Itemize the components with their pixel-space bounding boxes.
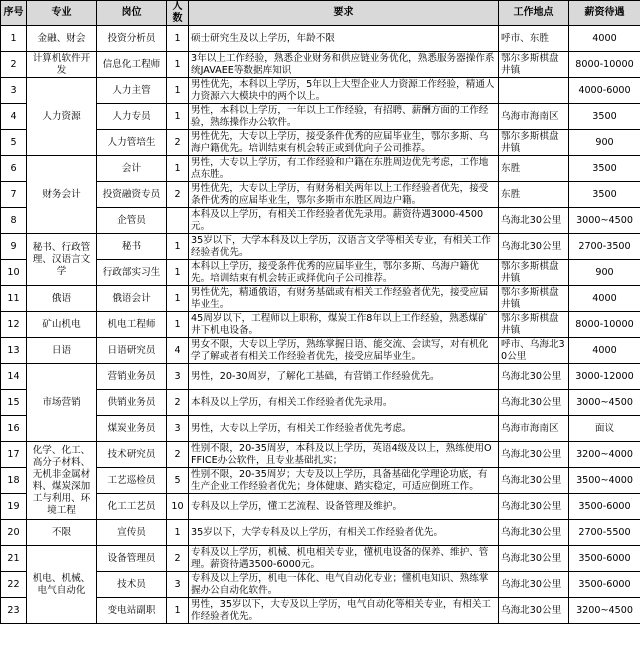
salary-cell: 3500-6000 xyxy=(569,546,640,572)
header-no: 序号 xyxy=(1,1,27,26)
major-cell: 财务会计 xyxy=(27,156,97,234)
count-cell: 1 xyxy=(167,78,189,104)
location-cell: 东胜 xyxy=(499,182,569,208)
row-number: 13 xyxy=(1,338,27,364)
count-cell xyxy=(167,208,189,234)
location-cell: 鄂尔多斯棋盘井镇 xyxy=(499,130,569,156)
post-cell: 人力专员 xyxy=(97,104,167,130)
header-requirements: 要求 xyxy=(189,1,499,26)
post-cell: 技术员 xyxy=(97,572,167,598)
salary-cell: 8000-10000 xyxy=(569,312,640,338)
post-cell: 设备管理员 xyxy=(97,546,167,572)
count-cell: 1 xyxy=(167,26,189,52)
count-cell: 1 xyxy=(167,312,189,338)
post-cell: 宣传员 xyxy=(97,520,167,546)
salary-cell: 3500-6000 xyxy=(569,494,640,520)
table-row xyxy=(1,130,640,156)
count-cell: 2 xyxy=(167,182,189,208)
requirements-cell: 35岁以下，大学本科及以上学历，汉语言文学等相关专业，有相关工作经验者优先。 xyxy=(189,234,499,260)
count-cell: 3 xyxy=(167,364,189,390)
header-post: 岗位 xyxy=(97,1,167,26)
count-cell: 2 xyxy=(167,546,189,572)
row-number: 22 xyxy=(1,572,27,598)
location-cell: 呼市、东胜 xyxy=(499,26,569,52)
requirements-cell: 性别不限，20-35周岁，本科及以上学历，英语4级及以上，熟练使用OFFICE办公软件，且专业基础扎实； xyxy=(189,442,499,468)
location-cell: 乌海北30公里 xyxy=(499,494,569,520)
location-cell: 乌海北30公里 xyxy=(499,390,569,416)
requirements-cell: 35岁以下，大学专科及以上学历，有相关工作经验者优先。 xyxy=(189,520,499,546)
table-row xyxy=(1,156,640,182)
requirements-cell: 3年以上工作经验，熟悉企业财务和供应链业务优化，熟悉服务器操作系统JAVAEE等数据库知识 xyxy=(189,52,499,78)
table-row xyxy=(1,52,640,78)
table-row xyxy=(1,208,640,234)
table-row xyxy=(1,468,640,494)
requirements-cell: 男性，大专以上学历，有工作经验和户籍在东胜周边优先考虑，工作地点东胜。 xyxy=(189,156,499,182)
table-row xyxy=(1,104,640,130)
requirements-cell: 男性优先，大专以上学历，接受条件优秀的应届毕业生，鄂尔多斯、乌海户籍优先。培训结束有机会转正或到优向子公司推荐。 xyxy=(189,130,499,156)
table-row xyxy=(1,520,640,546)
requirements-cell: 45周岁以下，工程师以上职称，煤炭工作8年以上工作经验，熟悉煤矿井下机电设备。 xyxy=(189,312,499,338)
major-cell: 日语 xyxy=(27,338,97,364)
row-number: 21 xyxy=(1,546,27,572)
count-cell: 2 xyxy=(167,130,189,156)
header-salary: 薪资待遇 xyxy=(569,1,640,26)
table-body xyxy=(1,26,640,624)
table-row xyxy=(1,364,640,390)
row-number: 20 xyxy=(1,520,27,546)
location-cell: 乌海市海南区 xyxy=(499,104,569,130)
post-cell: 人力管培生 xyxy=(97,130,167,156)
table-row xyxy=(1,26,640,52)
requirements-cell: 男性，20-30周岁，了解化工基础，有营销工作经验优先。 xyxy=(189,364,499,390)
salary-cell: 2700-5500 xyxy=(569,520,640,546)
count-cell: 1 xyxy=(167,260,189,286)
table-row xyxy=(1,442,640,468)
salary-cell: 3200~4000 xyxy=(569,442,640,468)
requirements-cell: 本科及以上学历，有相关工作经验者优先录用。 xyxy=(189,390,499,416)
requirements-cell: 专科及以上学历，懂工艺流程、设备管理及维护。 xyxy=(189,494,499,520)
post-cell: 化工工艺员 xyxy=(97,494,167,520)
row-number: 8 xyxy=(1,208,27,234)
major-cell: 计算机软件开发 xyxy=(27,52,97,78)
location-cell: 鄂尔多斯棋盘井镇 xyxy=(499,260,569,286)
salary-cell: 2700-3500 xyxy=(569,234,640,260)
row-number: 17 xyxy=(1,442,27,468)
row-number: 2 xyxy=(1,52,27,78)
major-cell: 市场营销 xyxy=(27,364,97,442)
requirements-cell: 专科及以上学历，机械、机电相关专业，懂机电设备的保养、维护、管理。薪资待遇3500-6000元。 xyxy=(189,546,499,572)
count-cell: 2 xyxy=(167,442,189,468)
location-cell: 乌海北30公里 xyxy=(499,468,569,494)
salary-cell: 3500 xyxy=(569,104,640,130)
row-number: 1 xyxy=(1,26,27,52)
count-cell: 1 xyxy=(167,286,189,312)
salary-cell: 4000 xyxy=(569,26,640,52)
location-cell: 鄂尔多斯棋盘井镇 xyxy=(499,52,569,78)
header-major: 专业 xyxy=(27,1,97,26)
post-cell: 供销业务员 xyxy=(97,390,167,416)
location-cell: 鄂尔多斯棋盘井镇 xyxy=(499,312,569,338)
post-cell: 行政部实习生 xyxy=(97,260,167,286)
major-cell: 俄语 xyxy=(27,286,97,312)
requirements-cell: 本科以上学历，接受条件优秀的应届毕业生，鄂尔多斯、乌海户籍优先。培训结束有机会转正或择优向子公司推荐。 xyxy=(189,260,499,286)
post-cell: 秘书 xyxy=(97,234,167,260)
count-cell: 5 xyxy=(167,468,189,494)
post-cell: 俄语会计 xyxy=(97,286,167,312)
salary-cell: 4000-6000 xyxy=(569,78,640,104)
table-row xyxy=(1,182,640,208)
post-cell: 机电工程师 xyxy=(97,312,167,338)
salary-cell: 面议 xyxy=(569,416,640,442)
requirements-cell: 男性优先，精通俄语，有财务基础或有相关工作经验者优先，接受应届毕业生。 xyxy=(189,286,499,312)
header-location: 工作地点 xyxy=(499,1,569,26)
row-number: 6 xyxy=(1,156,27,182)
location-cell: 东胜 xyxy=(499,156,569,182)
post-cell: 会计 xyxy=(97,156,167,182)
post-cell: 投资融资专员 xyxy=(97,182,167,208)
location-cell xyxy=(499,78,569,104)
salary-cell: 3000-12000 xyxy=(569,364,640,390)
location-cell: 乌海北30公里 xyxy=(499,546,569,572)
major-cell: 机电、机械、电气自动化 xyxy=(27,546,97,624)
major-cell: 金融、财会 xyxy=(27,26,97,52)
major-cell: 人力资源 xyxy=(27,78,97,156)
requirements-cell: 硕士研究生及以上学历，年龄不限 xyxy=(189,26,499,52)
table-row xyxy=(1,572,640,598)
count-cell: 1 xyxy=(167,156,189,182)
row-number: 9 xyxy=(1,234,27,260)
salary-cell: 3000~4500 xyxy=(569,208,640,234)
location-cell: 乌海北30公里 xyxy=(499,572,569,598)
count-cell: 1 xyxy=(167,598,189,624)
salary-cell: 3500 xyxy=(569,156,640,182)
table-row xyxy=(1,312,640,338)
row-number: 18 xyxy=(1,468,27,494)
row-number: 15 xyxy=(1,390,27,416)
count-cell: 1 xyxy=(167,104,189,130)
post-cell: 人力主管 xyxy=(97,78,167,104)
row-number: 4 xyxy=(1,104,27,130)
count-cell: 10 xyxy=(167,494,189,520)
location-cell: 乌海北30公里 xyxy=(499,520,569,546)
table-row xyxy=(1,494,640,520)
major-cell: 矿山机电 xyxy=(27,312,97,338)
location-cell: 呼市、乌海北30公里 xyxy=(499,338,569,364)
count-cell: 3 xyxy=(167,572,189,598)
row-number: 11 xyxy=(1,286,27,312)
post-cell: 企管员 xyxy=(97,208,167,234)
row-number: 7 xyxy=(1,182,27,208)
count-cell: 1 xyxy=(167,520,189,546)
salary-cell: 4000 xyxy=(569,338,640,364)
post-cell: 工艺巡检员 xyxy=(97,468,167,494)
salary-cell: 3200~4500 xyxy=(569,598,640,624)
row-number: 23 xyxy=(1,598,27,624)
count-cell: 4 xyxy=(167,338,189,364)
table-row xyxy=(1,286,640,312)
row-number: 3 xyxy=(1,78,27,104)
requirements-cell: 专科及以上学历，机电一体化、电气自动化专业；懂机电知识、熟练掌握办公自动化软件。 xyxy=(189,572,499,598)
post-cell: 信息化工程师 xyxy=(97,52,167,78)
header-row xyxy=(1,1,640,26)
row-number: 16 xyxy=(1,416,27,442)
count-cell: 1 xyxy=(167,234,189,260)
salary-cell: 900 xyxy=(569,130,640,156)
table-row xyxy=(1,416,640,442)
salary-cell: 8000-10000 xyxy=(569,52,640,78)
post-cell: 营销业务员 xyxy=(97,364,167,390)
count-cell: 1 xyxy=(167,52,189,78)
requirements-cell: 本科及以上学历，有相关工作经验者优先录用。薪资待遇3000-4500元。 xyxy=(189,208,499,234)
header-count: 人数 xyxy=(167,1,189,26)
table-row xyxy=(1,546,640,572)
major-cell: 化学、化工、高分子材料、无机非金属材料、煤炭深加工与利用、环境工程 xyxy=(27,442,97,520)
location-cell: 乌海北30公里 xyxy=(499,364,569,390)
post-cell: 日语研究员 xyxy=(97,338,167,364)
location-cell: 乌海北30公里 xyxy=(499,442,569,468)
location-cell: 乌海市海南区 xyxy=(499,416,569,442)
location-cell: 鄂尔多斯棋盘井镇 xyxy=(499,286,569,312)
table-row xyxy=(1,78,640,104)
row-number: 14 xyxy=(1,364,27,390)
count-cell: 2 xyxy=(167,390,189,416)
count-cell: 3 xyxy=(167,416,189,442)
post-cell: 煤炭业务员 xyxy=(97,416,167,442)
row-number: 12 xyxy=(1,312,27,338)
row-number: 5 xyxy=(1,130,27,156)
requirements-cell: 男性，35岁以下，大专及以上学历，电气自动化等相关专业，有相关工作经验者优先。 xyxy=(189,598,499,624)
requirements-cell: 男性优先，大专以上学历，有财务相关两年以上工作经验者优先，接受条件优秀的应届毕业生，鄂尔多斯市东胜区周边户籍。 xyxy=(189,182,499,208)
salary-cell: 3500 xyxy=(569,182,640,208)
table-row xyxy=(1,390,640,416)
requirements-cell: 男性，本科以上学历，一年以上工作经验，有招聘、薪酬方面的工作经验，熟练操作办公软件。 xyxy=(189,104,499,130)
major-cell: 不限 xyxy=(27,520,97,546)
table-row xyxy=(1,598,640,624)
requirements-cell: 男性，大专以上学历，有相关工作经验者优先考虑。 xyxy=(189,416,499,442)
salary-cell: 900 xyxy=(569,260,640,286)
row-number: 19 xyxy=(1,494,27,520)
post-cell: 投资分析员 xyxy=(97,26,167,52)
requirements-cell: 性别不限，20-35周岁；大专及以上学历，具备基础化学理论功底，有生产企业工作经验者优先；身体健康、踏实稳定，可适应倒班工作。 xyxy=(189,468,499,494)
table-row xyxy=(1,260,640,286)
table-row xyxy=(1,338,640,364)
location-cell: 乌海北30公里 xyxy=(499,598,569,624)
salary-cell: 3000~4500 xyxy=(569,390,640,416)
row-number: 10 xyxy=(1,260,27,286)
location-cell: 乌海北30公里 xyxy=(499,234,569,260)
salary-cell: 4000 xyxy=(569,286,640,312)
table-row xyxy=(1,234,640,260)
major-cell: 秘书、行政管理、汉语言文学 xyxy=(27,234,97,286)
post-cell: 变电站副职 xyxy=(97,598,167,624)
post-cell: 技术研究员 xyxy=(97,442,167,468)
requirements-cell: 男女不限，大专以上学历，熟练掌握日语、能交流、会读写，对有机化学了解或者有相关工作经验者优先，接受应届毕业生。 xyxy=(189,338,499,364)
salary-cell: 3500~4000 xyxy=(569,468,640,494)
requirements-cell: 男性优先，本科以上学历，5年以上大型企业人力资源工作经验，精通人力资源六大模块中的两个以上。 xyxy=(189,78,499,104)
location-cell: 乌海北30公里 xyxy=(499,208,569,234)
salary-cell: 3500-6000 xyxy=(569,572,640,598)
